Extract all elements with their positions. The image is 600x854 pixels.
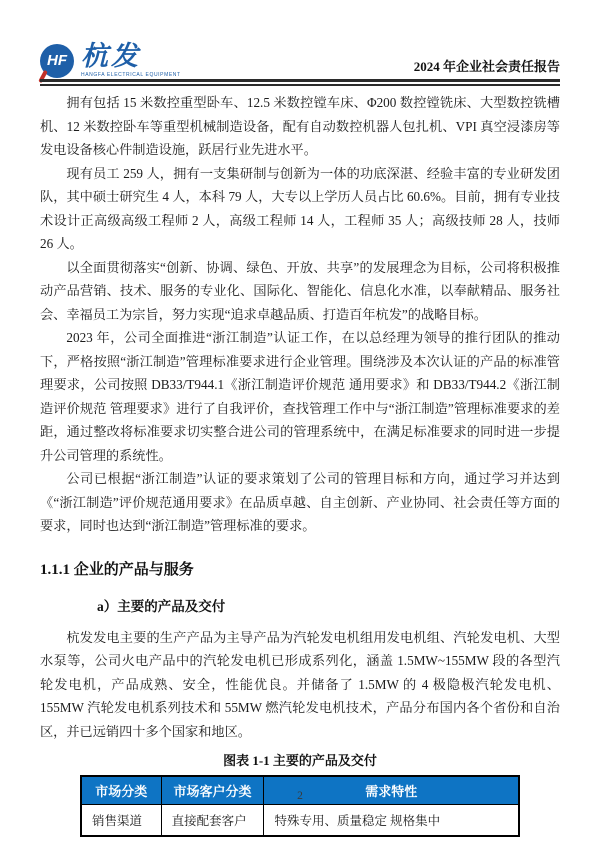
- sub-heading: a）主要的产品及交付: [97, 598, 226, 614]
- section-heading: 1.1.1 企业的产品与服务: [40, 561, 194, 578]
- header-rule: [40, 79, 560, 86]
- body-paragraph: 拥有包括 15 米数控重型卧车、12.5 米数控镗车床、Φ200 数控镗铣床、大型数控铣槽机、12 米数控卧车等重型机械制造设备，配有自动数控机器人包扎机、VPI 真空浸漆房等发电设备核心件制造设施，跃居行业先进水平。: [40, 95, 560, 157]
- body-paragraph: 以全面贯彻落实“创新、协调、绿色、开放、共享”的发展理念为目标，公司将积极推动产品营销、技术、服务的专业化、国际化、智能化、信息化水准，以奉献精品、服务社会、幸福员工为宗旨，努力实现“追求卓越品质、打造百年杭发”的战略目标。: [40, 259, 560, 322]
- logo-text-block: [81, 43, 181, 78]
- body-paragraph: 2023 年，公司全面推进“浙江制造”认证工作，在以总经理为领导的推行团队的推动下，严格按照“浙江制造”管理标准要求进行企业管理。围绕涉及本次认证的产品的标准管理要求，公司按照 DB33/T944.1《浙江制造评价规范 通用要求》和 DB33/T944.2《浙江制造评价规范 管理要求》进行了自我评价，查找管理工作中与“浙江制造”管理标准要求的差距，通过整改将标准要求切实整合进公司的管理系统中，在满足标准要求的同时进一步提升公司管理的系统性。: [40, 330, 560, 463]
- hf-monogram-icon: [40, 44, 74, 78]
- report-title: 2024 年企业社会责任报告: [413, 59, 560, 74]
- page-number: 2: [297, 790, 303, 802]
- table-caption: 图表 1-1 主要的产品及交付: [223, 753, 377, 768]
- products-table: [80, 775, 520, 837]
- table-header-cell: 需求特性: [264, 776, 519, 805]
- body-paragraph: 公司已根据“浙江制造”认证的要求策划了公司的管理目标和方向，通过学习并达到《“浙江制造”评价规范通用要求》在品质卓越、自主创新、产业协同、社会责任等方面的要求，同时也达到“浙江制造”管理标准的要求。: [40, 471, 560, 533]
- products-table-body: [81, 805, 519, 837]
- page-header: [40, 36, 560, 78]
- header-rule-bottom: [40, 84, 560, 86]
- logo-subtext: HANGFA ELECTRICAL EQUIPMENT: [81, 72, 181, 78]
- table-cell: 销售渠道: [81, 805, 161, 837]
- body-paragraph: 杭发发电主要的生产产品为主导产品为汽轮发电机组用发电机组、汽轮发电机、大型水泵等，公司火电产品中的汽轮发电机已形成系列化，涵盖 1.5MW~155MW 段的各型汽轮发电机，产品成熟、安全，性能优良。并储备了 1.5MW 的 4 极隐极汽轮发电机、155MW 汽轮发电机系列技术和 55MW 燃汽轮发电机技术，产品分布国内各个省份和自治区，并已远销四十多个国家和地区。: [40, 629, 560, 739]
- logo-brand-text: 杭发: [81, 41, 141, 71]
- document-body: [40, 91, 560, 837]
- table-row: [81, 805, 519, 837]
- logo-monogram-text: HF: [47, 52, 67, 69]
- company-logo: [40, 43, 181, 78]
- header-rule-top: [40, 79, 560, 82]
- page-footer: [0, 790, 600, 802]
- table-cell: 特殊专用、质量稳定 规格集中: [264, 805, 519, 837]
- table-header-cell: 市场客户分类: [161, 776, 264, 805]
- table-header-cell: 市场分类: [81, 776, 161, 805]
- body-paragraph: 现有员工 259 人，拥有一支集研制与创新为一体的功底深湛、经验丰富的专业研发团队，其中硕士研究生 4 人，本科 79 人，大专以上学历人员占比 60.6%。目前，拥有专业技术设计正高级高级工程师 2 人，高级工程师 14 人，工程师 35 人；高级技师 28 人，技师 26 人。: [40, 165, 560, 251]
- table-cell: 直接配套客户: [161, 805, 264, 837]
